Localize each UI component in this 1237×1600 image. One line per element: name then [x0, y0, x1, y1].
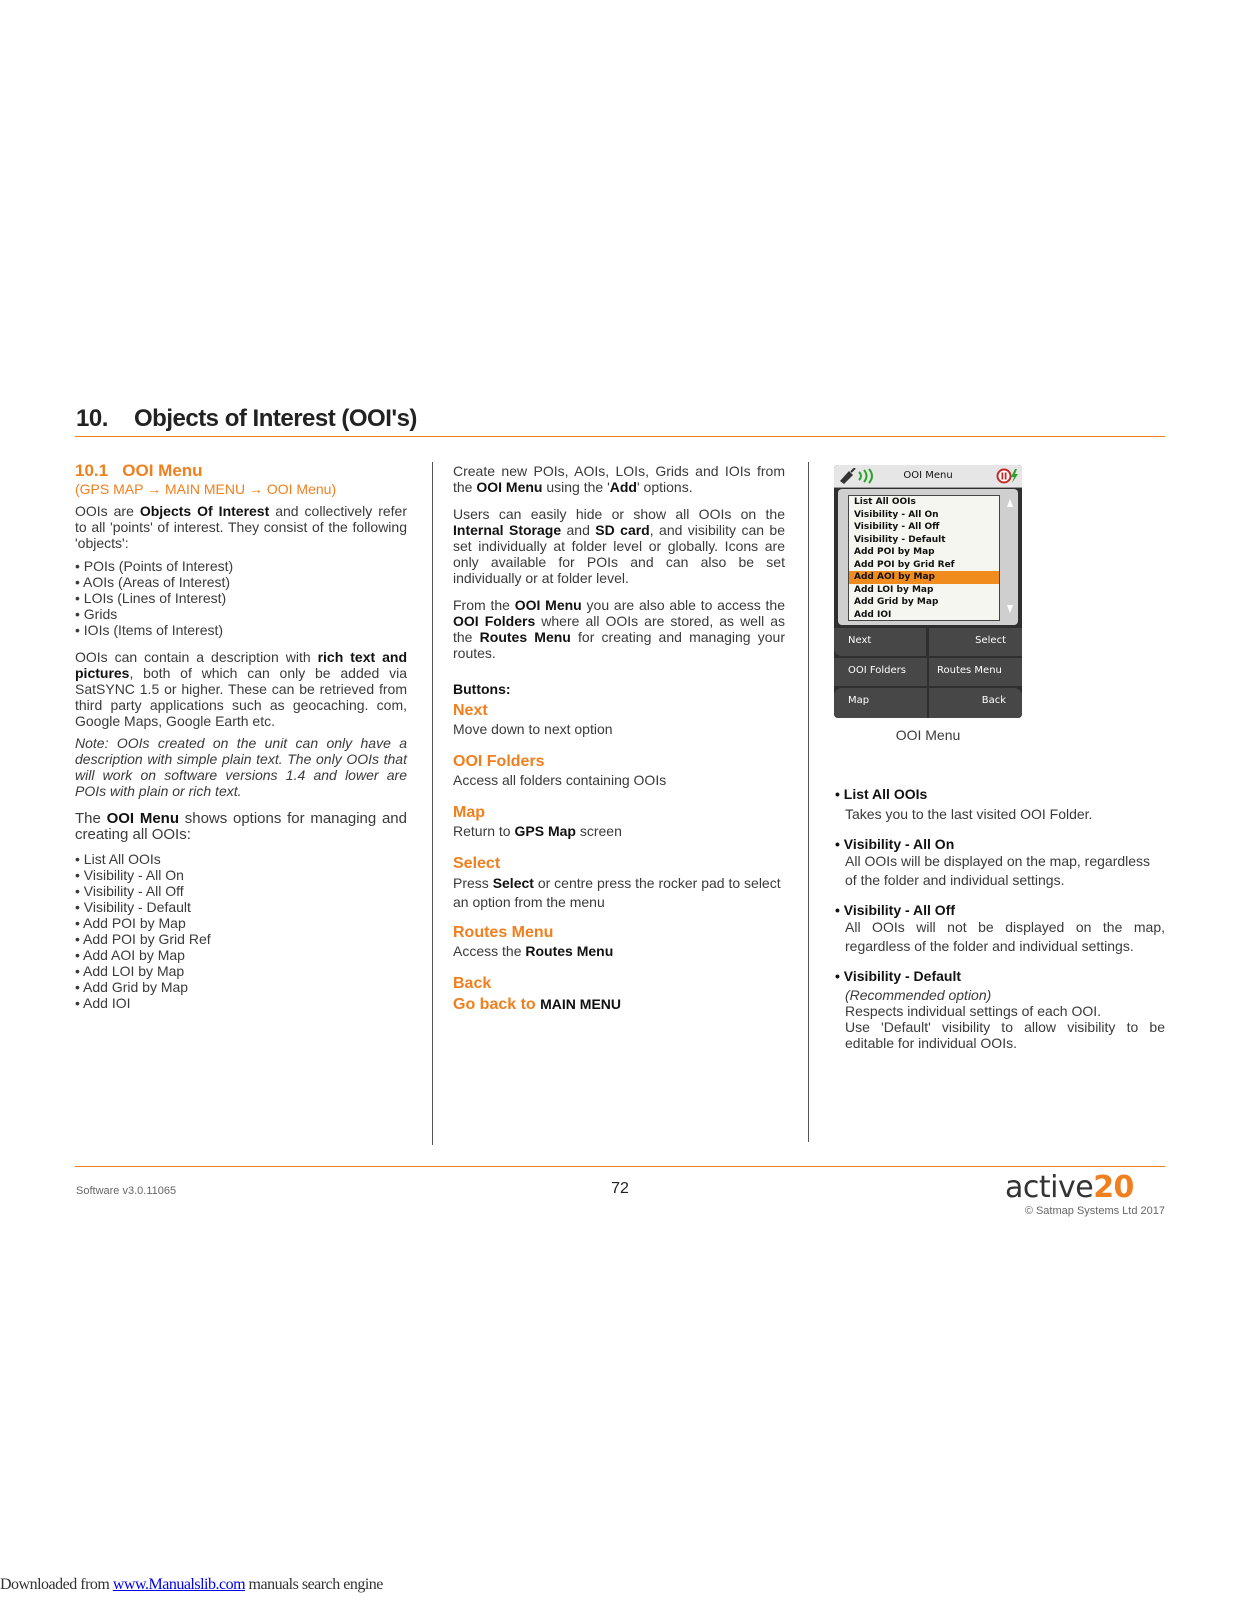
button-name: Select [453, 855, 501, 872]
list-item: • Add AOI by Map [75, 947, 185, 963]
option-description: All OOIs will not be displayed on the map, regardless of the folder and individual settings. [845, 919, 1165, 954]
menu-item-visibility-all-on[interactable]: Visibility - All On [854, 509, 939, 520]
text-run: Go back to [453, 996, 541, 1013]
intro-paragraph [75, 503, 407, 551]
text-run: for creating and managing your routes. [453, 629, 785, 661]
text-run: and collectively refer to all 'points' of interest. They consist of the following 'objects': [75, 503, 407, 551]
logo-number: 20 [1093, 1170, 1134, 1205]
status-bar [834, 465, 1022, 488]
text-run: shows options for managing and creating all OOIs: [75, 810, 407, 843]
select-button[interactable]: Select [929, 628, 1022, 656]
option-desc-default [835, 968, 1165, 1051]
text-bold: OOI Menu [476, 479, 543, 495]
chapter-name: Objects of Interest (OOI's) [134, 405, 417, 432]
text-bold: GPS Map [514, 823, 576, 839]
menu-options-list [75, 851, 407, 1011]
header-rule [75, 436, 1165, 437]
visibility-paragraph [453, 506, 785, 586]
button-name: Back [453, 975, 492, 992]
text-bold: SD card [595, 522, 650, 538]
option-description: Takes you to the last visited OOI Folder. [845, 806, 1093, 822]
option-description: Respects individual settings of each OOI. [845, 1003, 1102, 1019]
option-description: Use 'Default' visibility to allow visibility to be editable for individual OOIs. [845, 1019, 1165, 1051]
list-item: • Add Grid by Map [75, 979, 189, 995]
list-item: • AOIs (Areas of Interest) [75, 574, 231, 590]
button-desc-next [453, 701, 785, 737]
button-desc-ooi-folders [453, 752, 785, 788]
page-number: 72 [611, 1180, 629, 1197]
option-desc-list-all [835, 786, 1165, 822]
list-item: • Visibility - All On [75, 867, 184, 883]
option-heading: • Visibility - All Off [835, 902, 956, 918]
figure-caption: OOI Menu [895, 727, 961, 743]
text-bold: Select [492, 875, 534, 891]
menu-path: (GPS MAP → MAIN MENU → OOI Menu) [75, 481, 337, 497]
rich-text-paragraph [75, 649, 407, 729]
download-banner [0, 1576, 383, 1594]
banner-text: manuals search engine [245, 1576, 383, 1593]
option-description: All OOIs will be displayed on the map, regardless of the folder and individual settings. [845, 853, 1151, 888]
option-heading: • Visibility - Default [835, 968, 961, 984]
text-run: where all OOIs are stored, as well as the [453, 613, 785, 645]
option-desc-all-off [835, 902, 1165, 956]
note-paragraph: Note: OOIs created on the unit can only have a description with simple plain text. The only OOIs that will work on software versions 1.4 and lower are POIs with plain or rich text. [75, 735, 407, 799]
text-bold: Internal Storage [453, 522, 562, 538]
text-run: The [75, 810, 107, 827]
menu-item-add-poi-by-map[interactable]: Add POI by Map [854, 547, 935, 557]
ooi-types-list [75, 558, 407, 638]
logo-word: active [1005, 1170, 1094, 1205]
text-run: Users can easily hide or show all OOIs on the [453, 506, 785, 522]
text-run: Press [453, 875, 493, 891]
button-desc-routes-menu [453, 923, 785, 959]
menu-item-visibility-all-off[interactable]: Visibility - All Off [854, 522, 940, 532]
column-1 [75, 463, 407, 1011]
back-button[interactable]: Back [929, 688, 1022, 718]
manualslib-link[interactable]: www.Manualslib.com [112, 1576, 246, 1593]
button-name: Map [453, 804, 485, 821]
section-number: 10.1 [75, 461, 109, 480]
button-name: OOI Folders [453, 753, 545, 770]
list-item: • LOIs (Lines of Interest) [75, 590, 227, 606]
column-divider-2 [808, 462, 809, 1142]
next-button[interactable]: Next [834, 628, 927, 656]
scrollbar[interactable] [1006, 495, 1014, 619]
copyright: © Satmap Systems Ltd 2017 [1024, 1205, 1165, 1217]
list-item: • Add POI by Grid Ref [75, 931, 211, 947]
text-run: OOIs are [75, 503, 140, 519]
option-heading: • Visibility - All On [835, 836, 955, 852]
menu-item-add-ioi[interactable]: Add IOI [854, 609, 892, 620]
create-paragraph [453, 463, 785, 495]
routes-menu-button[interactable]: Routes Menu [929, 658, 1022, 686]
section-title: OOI Menu [122, 461, 203, 480]
button-description [453, 874, 785, 912]
screen-title: OOI Menu [903, 470, 953, 481]
buttons-heading: Buttons: [453, 681, 511, 697]
button-description: Move down to next option [453, 721, 613, 737]
text-run: Access the [453, 943, 526, 959]
list-item: • Visibility - All Off [75, 883, 184, 899]
map-button[interactable]: Map [834, 688, 927, 718]
list-item: • IOIs (Items of Interest) [75, 622, 224, 638]
menu-list[interactable] [848, 495, 1000, 621]
footer-rule [75, 1166, 1165, 1167]
brand-logo [1005, 1170, 1134, 1205]
button-description: Access all folders containing OOIs [453, 772, 667, 788]
text-bold: Add [609, 479, 637, 495]
text-run: OOIs can contain a description with [75, 649, 318, 665]
battery-icon [996, 468, 1020, 484]
text-bold: OOI Menu [106, 810, 179, 827]
button-name: Next [453, 702, 488, 719]
text-bold: Routes Menu [525, 943, 614, 959]
text-run: , both of which can only be added via SatSYNC 1.5 or higher. These can be retrieved from third party applications such as geocaching. com, Google Maps, Google Earth etc. [75, 665, 407, 729]
text-bold: Objects Of Interest [139, 503, 270, 519]
list-item: • List All OOIs [75, 851, 161, 867]
section-heading [75, 463, 407, 479]
text-run: ' options. [636, 479, 693, 495]
button-desc-back [453, 974, 785, 1015]
button-description [453, 943, 785, 959]
menu-item-add-poi-by-grid-ref[interactable]: Add POI by Grid Ref [854, 559, 955, 570]
software-version: Software v3.0.11065 [76, 1185, 177, 1197]
chapter-title [76, 405, 417, 433]
list-item: • POIs (Points of Interest) [75, 558, 234, 574]
menu-item-list-all-oois[interactable]: List All OOIs [854, 497, 916, 507]
gps-signal-icon [837, 468, 877, 484]
button-description [453, 823, 785, 839]
menu-item-add-aoi-by-map[interactable]: Add AOI by Map [849, 571, 999, 584]
text-bold: Routes Menu [479, 629, 571, 645]
device-screen [834, 465, 1022, 718]
text-run: Create new POIs, AOIs, LOIs, Grids and IOIs from the [453, 463, 785, 495]
button-desc-map [453, 803, 785, 839]
list-item: • Add IOI [75, 995, 131, 1011]
menu-item-add-loi-by-map[interactable]: Add LOI by Map [854, 584, 934, 595]
column-divider-1 [432, 462, 433, 1145]
ooi-folders-button[interactable]: OOI Folders [834, 658, 927, 686]
button-name: Routes Menu [453, 924, 554, 941]
option-desc-all-on [835, 836, 1165, 890]
list-item: • Grids [75, 606, 118, 622]
menu-list-frame [838, 489, 1018, 625]
list-item: • Add POI by Map [75, 915, 186, 931]
access-paragraph [453, 597, 785, 661]
text-bold: rich text and pictures [75, 649, 407, 681]
chapter-number: 10. [76, 405, 108, 432]
option-heading: • List All OOIs [835, 786, 928, 802]
menu-item-visibility-default[interactable]: Visibility - Default [854, 534, 946, 545]
button-desc-select [453, 854, 785, 912]
text-run: From the [453, 597, 515, 613]
text-run: or centre press the rocker pad to select an option from the menu [453, 875, 781, 910]
menu-intro-paragraph [75, 811, 407, 843]
option-recommendation: (Recommended option) [845, 987, 992, 1003]
menu-item-add-grid-by-map[interactable]: Add Grid by Map [854, 597, 939, 607]
text-run: , and visibility can be set individually at folder level or globally. Icons are only available for POIs and can also be set individually or at folder level. [453, 522, 785, 586]
list-item: • Visibility - Default [75, 899, 191, 915]
button-description [453, 994, 785, 1015]
column-2 [453, 463, 785, 1015]
text-run: and [561, 522, 596, 538]
text-run: Return to [453, 823, 515, 839]
text-run: screen [575, 823, 622, 839]
column-3 [835, 786, 1165, 1051]
banner-text: Downloaded from [0, 1576, 113, 1593]
text-run: using the ' [542, 479, 610, 495]
list-item: • Add LOI by Map [75, 963, 185, 979]
text-bold: OOI Menu [514, 597, 582, 613]
text-bold: MAIN MENU [540, 996, 622, 1012]
text-run: you are also able to access the [581, 597, 785, 613]
text-bold: OOI Folders [453, 613, 536, 629]
